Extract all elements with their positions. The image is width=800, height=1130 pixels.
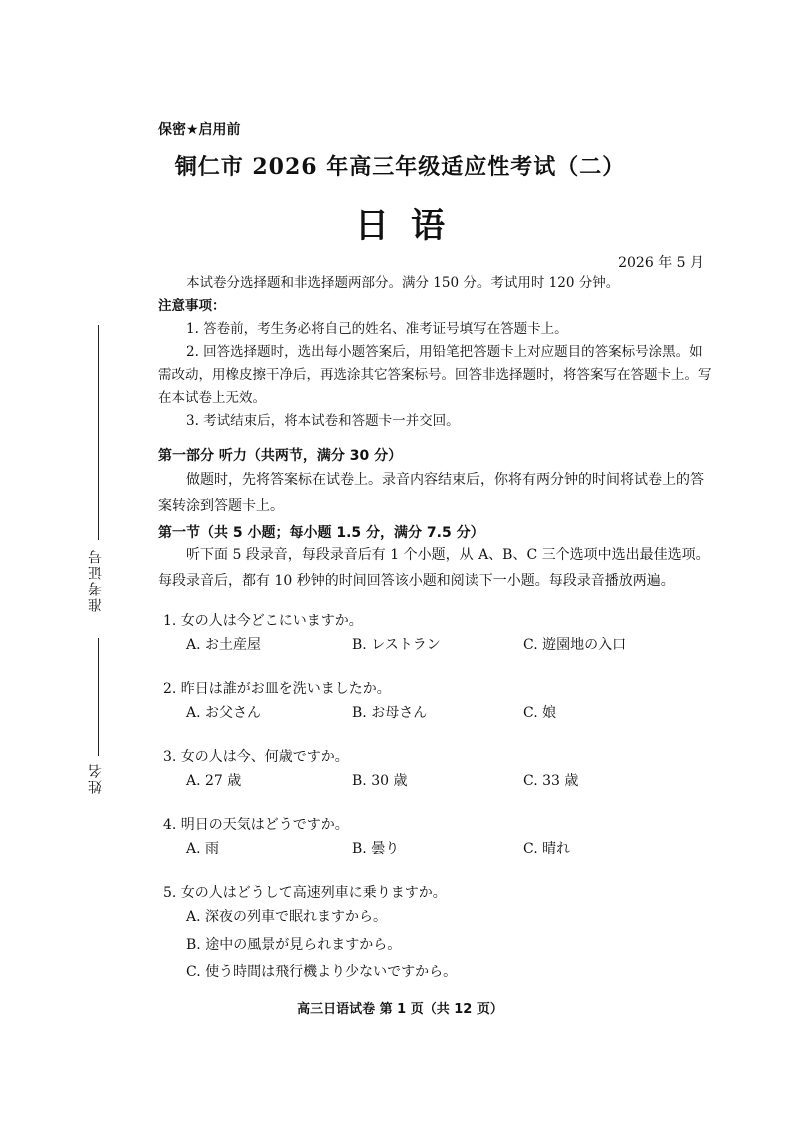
binding-line-top [98, 325, 99, 540]
section1-instructions: 听下面 5 段录音，每段录音后有 1 个小题，从 A、B、C 三个选项中选出最佳选项。每段录音后，都有 10 秒钟的时间回答该小题和阅读下一小题。每段录音播放两遍。 [158, 547, 710, 589]
question-4-option-a: A. 雨 [186, 841, 220, 857]
question-1-option-a: A. お土産屋 [186, 637, 262, 653]
question-4-option-c: C. 晴れ [523, 841, 571, 857]
question-5-option-a: A. 深夜の列車で眠れますから。 [186, 909, 388, 925]
question-2-option-b: B. お母さん [352, 705, 428, 721]
exam-number-label: 准考证号 [88, 548, 104, 612]
question-2-option-a: A. お父さん [186, 705, 262, 721]
question-4-option-b: B. 曇り [352, 841, 400, 857]
question-4-stem: 4. 明日の天気はどうですか。 [163, 817, 349, 833]
question-5-option-b: B. 途中の風景が見られますから。 [186, 937, 402, 953]
page-footer: 高三日语试卷 第 1 页（共 12 页） [297, 1002, 503, 1017]
question-5-stem: 5. 女の人はどうして高速列車に乗りますか。 [163, 885, 447, 901]
exam-title: 铜仁市 2026 年高三年级适应性考试（二） [174, 154, 626, 180]
question-3-option-a: A. 27 歳 [186, 773, 242, 789]
question-2-option-c: C. 娘 [523, 705, 557, 721]
notes-title: 注意事项： [158, 298, 226, 314]
question-3-option-b: B. 30 歳 [352, 773, 408, 789]
note-item-3: 3. 考试结束后，将本试卷和答题卡一并交回。 [186, 413, 460, 429]
binding-line-middle [98, 638, 99, 756]
exam-date: 2026 年 5 月 [618, 255, 704, 271]
confidential-label: 保密★启用前 [158, 122, 241, 138]
question-3-stem: 3. 女の人は今、何歳ですか。 [163, 749, 349, 765]
question-3-option-c: C. 33 歳 [523, 773, 579, 789]
part1-title: 第一部分 听力（共两节，满分 30 分） [158, 448, 403, 464]
note-item-2: 2. 回答选择题时，选出每小题答案后，用铅笔把答题卡上对应题目的答案标号涂黑。如需改动，用橡皮擦干净后，再选涂其它答案标号。回答非选择题时，将答案写在答题卡上。写在本试卷上无效。 [158, 344, 712, 406]
question-1-option-c: C. 遊園地の入口 [523, 637, 627, 653]
section1-title: 第一节（共 5 小题；每小题 1.5 分，满分 7.5 分） [158, 525, 485, 541]
question-1-stem: 1. 女の人は今どこにいますか。 [163, 613, 363, 629]
question-2-stem: 2. 昨日は誰がお皿を洗いましたか。 [163, 681, 391, 697]
name-label: 姓名 [88, 762, 104, 794]
question-1-option-b: B. レストラン [352, 637, 441, 653]
note-item-1: 1. 答卷前，考生务必将自己的姓名、准考证号填写在答题卡上。 [186, 321, 568, 337]
intro-text: 本试卷分选择题和非选择题两部分。满分 150 分。考试用时 120 分钟。 [186, 275, 620, 291]
part1-instructions: 做题时，先将答案标在试卷上。录音内容结束后，你将有两分钟的时间将试卷上的答案转涂到答题卡上。 [158, 472, 704, 514]
question-5-option-c: C. 使う時間は飛行機より少ないですから。 [186, 964, 458, 980]
subject-title: 日语 [355, 206, 467, 246]
